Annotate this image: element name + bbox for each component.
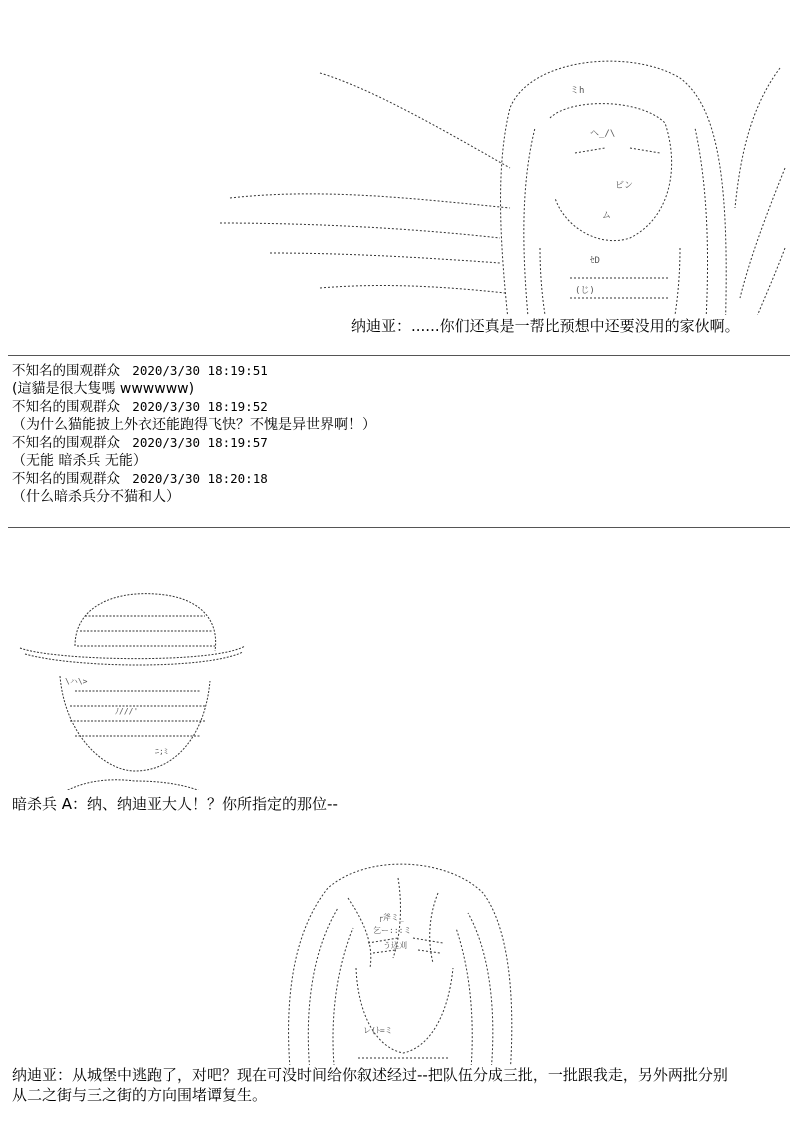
svg-text:ﾉ///': ﾉ///' [115,707,139,716]
ascii-art-nadia-winged [210,10,790,315]
comment-item [12,470,782,506]
ascii-art-assassin-hat [15,548,250,790]
panel-3-caption-line2: 从二之街与三之街的方向围堵谭复生。 [12,1086,268,1104]
comment-timestamp: 2020/3/30 18:19:52 [132,399,268,414]
panel-2-caption: 暗杀兵 A：纳、纳迪亚大人！？你所指定的那位-- [12,795,338,813]
comment-author: 不知名的围观群众 [12,363,120,379]
ascii-art-drawing [15,586,250,790]
svg-text:(じ): (じ) [575,286,595,296]
comment-header [12,398,782,416]
comment-item [12,434,782,470]
ascii-art-nadia-closeup [278,820,523,1065]
comment-timestamp: 2020/3/30 18:20:18 [132,471,268,486]
comment-list [12,362,782,506]
comments-bottom-divider [8,527,790,528]
comment-item [12,362,782,398]
svg-text:\ハ\>: \ハ\> [65,677,88,686]
comment-author: 不知名的围观群众 [12,471,120,487]
svg-text:ム: ム [602,211,612,221]
svg-text:ビン: ビン [615,181,634,191]
comment-header [12,470,782,488]
comment-author: 不知名的围观群众 [12,435,120,451]
ascii-art-drawing [278,858,523,1065]
svg-text:ﾆ;ﾐ: ﾆ;ﾐ [155,747,168,756]
comment-header [12,362,782,380]
comment-text: （什么暗杀兵分不猫和人） [12,489,180,505]
comments-top-divider [8,355,790,356]
ascii-art-drawing [210,48,790,315]
panel-1-caption: 纳迪亚：......你们还真是一帮比预想中还要没用的家伙啊。 [351,317,740,335]
svg-text:乞ー:::ミ: 乞ー:::ミ [373,926,412,935]
svg-text:う込刈: う込刈 [383,941,407,950]
svg-text:ヘ_/\: ヘ_/\ [590,129,616,139]
comment-item [12,398,782,434]
comment-text: （无能 暗杀兵 无能） [12,453,147,469]
comment-timestamp: 2020/3/30 18:19:51 [132,363,268,378]
svg-text:レ(ﾄ=ミ: レ(ﾄ=ミ [363,1026,393,1035]
svg-text:┌斧ミ_: ┌斧ミ_ [378,913,404,922]
comment-text: （为什么猫能披上外衣还能跑得飞快？不愧是异世界啊！） [12,417,376,433]
panel-3-caption-line1: 纳迪亚：从城堡中逃跑了，对吧？现在可没时间给你叙述经过--把队伍分成三批，一批跟我走，另外两批分别 [12,1066,728,1084]
comment-timestamp: 2020/3/30 18:19:57 [132,435,268,450]
svg-text:ミh: ミh [570,86,585,96]
comment-header [12,434,782,452]
comment-text: (這貓是很大隻嗎 wwwwww) [12,381,195,397]
svg-text:ｾD: ｾD [590,256,600,266]
comment-author: 不知名的围观群众 [12,399,120,415]
